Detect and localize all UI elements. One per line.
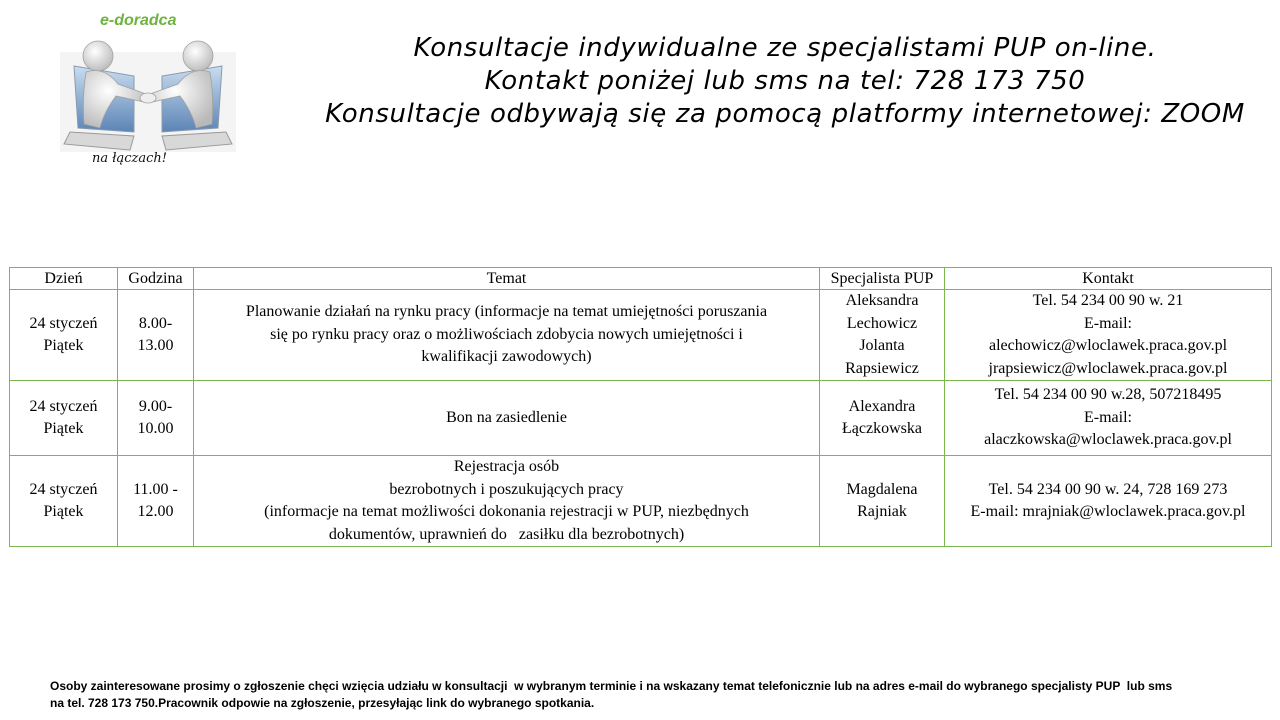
time-start: 8.00-: [138, 314, 173, 332]
topic-cell: [194, 290, 820, 381]
day-text: 24 styczeń: [29, 314, 98, 332]
logo-tagline: na łączach!: [92, 151, 167, 166]
time-cell: [118, 381, 194, 456]
specialist-cell: [820, 381, 945, 456]
topic-line: dokumentów, uprawnień do zasiłku dla bezrobotnych): [328, 525, 685, 543]
column-header-specialist: Specjalista PUP: [820, 268, 945, 290]
weekday-text: Piątek: [43, 503, 84, 520]
day-cell: [10, 290, 118, 381]
specialist-line: Aleksandra: [845, 292, 919, 309]
table-row: [10, 456, 1272, 547]
contact-cell: [945, 456, 1272, 547]
topic-line: Bon na zasiedlenie: [446, 408, 567, 426]
footer-line-2: na tel. 728 173 750.Pracownik odpowie na zgłoszenie, przesyłając link do wybranego spotkania.: [50, 696, 595, 710]
header-line-2: Kontakt poniżej lub sms na tel: 728 173 750: [484, 66, 1086, 96]
specialist-line: Rajniak: [857, 503, 907, 520]
time-end: 13.00: [137, 337, 174, 354]
handshake-laptops-icon: [60, 32, 236, 152]
topic-cell: [194, 456, 820, 547]
e-doradca-logo: [58, 10, 238, 175]
table-row: [10, 290, 1272, 381]
contact-email[interactable]: alaczkowska@wloclawek.praca.gov.pl: [984, 431, 1232, 449]
contact-phone: Tel. 54 234 00 90 w.28, 507218495: [994, 386, 1222, 404]
contact-email[interactable]: jrapsiewicz@wloclawek.praca.gov.pl: [988, 359, 1228, 377]
specialist-cell: [820, 456, 945, 547]
weekday-text: Piątek: [43, 337, 84, 354]
time-start: 11.00 -: [133, 480, 178, 498]
topic-line: (informacje na temat możliwości dokonania rejestracji w PUP, niezbędnych: [264, 503, 749, 520]
topic-line: Planowanie działań na rynku pracy (informacje na temat umiejętności poruszania: [245, 303, 768, 321]
specialist-cell: [820, 290, 945, 381]
day-cell: [10, 456, 118, 547]
logo-title: e-doradca: [100, 12, 177, 29]
day-text: 24 styczeń: [29, 397, 98, 415]
header-line-1: Konsultacje indywidualne ze specjalistami PUP on-line.: [413, 33, 1157, 63]
header-line-3: Konsultacje odbywają się za pomocą platformy internetowej: ZOOM: [325, 99, 1245, 129]
contact-phone: Tel. 54 234 00 90 w. 21: [1032, 292, 1184, 309]
specialist-line: Łączkowska: [842, 420, 922, 437]
footer-note: [50, 678, 1270, 712]
topic-line: Rejestracja osób: [453, 458, 560, 475]
column-header-day: Dzień: [10, 268, 118, 290]
footer-line-1: Osoby zainteresowane prosimy o zgłoszenie chęci wzięcia udziału w konsultacji w wybranym terminie i na wskazany temat telefonicznie lub na adres e-mail do wybranego specjalisty PUP lub sms: [50, 679, 1173, 693]
time-cell: [118, 290, 194, 381]
topic-cell: [194, 381, 820, 456]
specialist-line: Magdalena: [846, 480, 918, 498]
column-header-topic: Temat: [194, 268, 820, 290]
weekday-text: Piątek: [43, 420, 84, 437]
table-header-row: [10, 268, 1272, 290]
specialist-line: Rapsiewicz: [845, 359, 919, 377]
table-row: [10, 381, 1272, 456]
contact-email[interactable]: E-mail: mrajniak@wloclawek.praca.gov.pl: [970, 503, 1246, 520]
topic-line: kwalifikacji zawodowych): [421, 348, 592, 366]
specialist-line: Jolanta: [859, 337, 905, 354]
contact-email-label: E-mail:: [1084, 314, 1132, 332]
day-text: 24 styczeń: [29, 480, 98, 498]
contact-email-label: E-mail:: [1084, 408, 1132, 426]
contact-cell: [945, 381, 1272, 456]
contact-cell: [945, 290, 1272, 381]
specialist-line: Alexandra: [848, 397, 916, 415]
contact-email[interactable]: alechowicz@wloclawek.praca.gov.pl: [988, 337, 1228, 354]
topic-line: się po rynku pracy oraz o możliwościach zdobycia nowych umiejętności i: [270, 325, 743, 343]
time-end: 12.00: [137, 503, 174, 520]
column-header-contact: Kontakt: [945, 268, 1272, 290]
time-end: 10.00: [137, 420, 174, 437]
day-cell: [10, 381, 118, 456]
time-start: 9.00-: [138, 397, 173, 415]
contact-phone: Tel. 54 234 00 90 w. 24, 728 169 273: [988, 480, 1228, 498]
topic-line: bezrobotnych i poszukujących pracy: [389, 480, 624, 498]
specialist-line: Lechowicz: [846, 314, 918, 332]
consultation-schedule-table: [9, 267, 1272, 547]
column-header-time: Godzina: [118, 268, 194, 290]
page-header: [270, 32, 1280, 131]
time-cell: [118, 456, 194, 547]
